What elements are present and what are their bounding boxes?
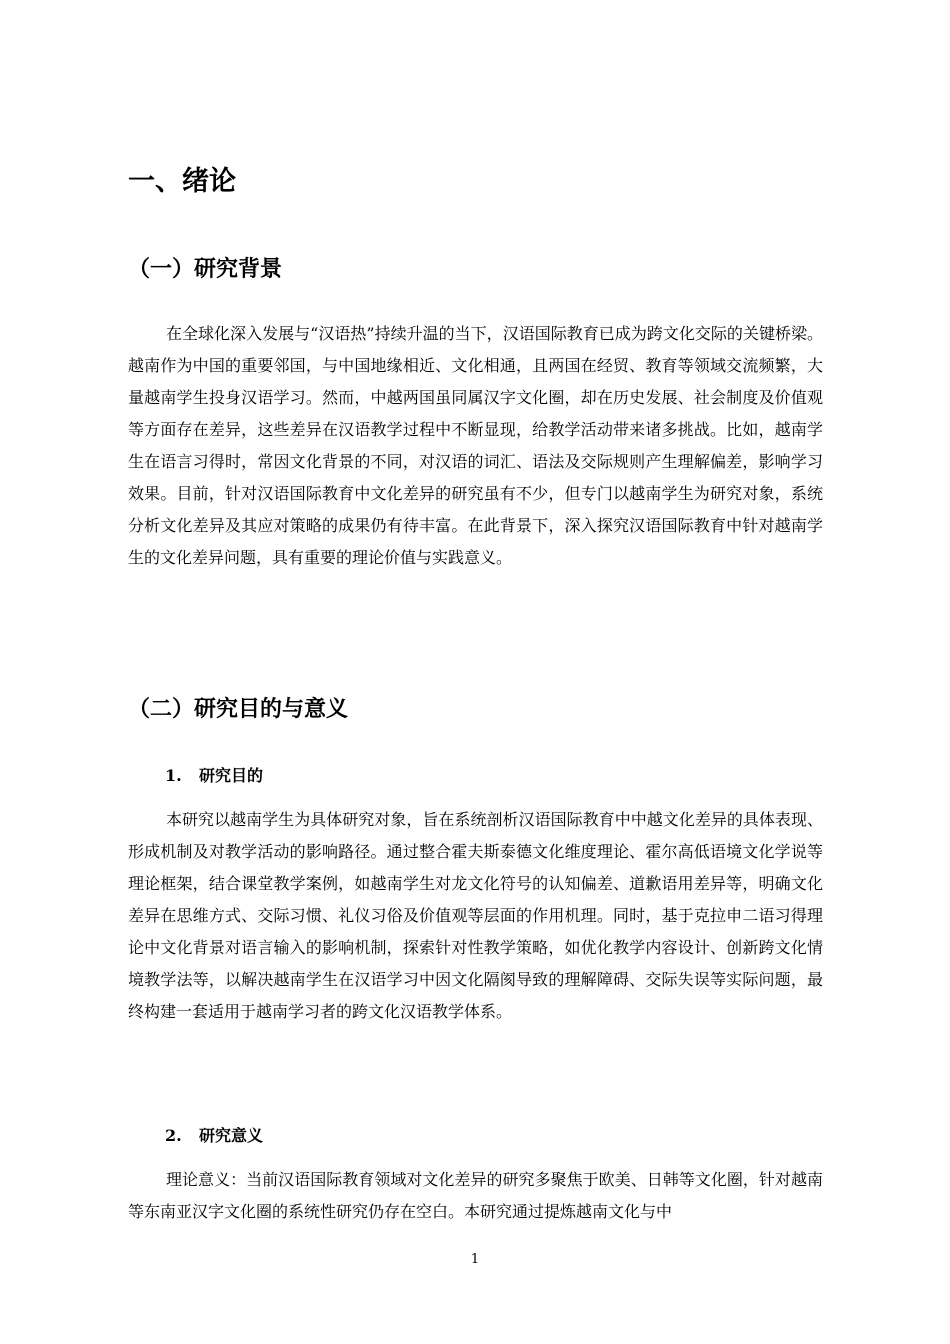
subsection-title: 研究意义	[199, 1126, 264, 1145]
subsection-title: 研究目的	[199, 766, 264, 785]
subsection-heading-goal	[165, 764, 263, 788]
background-paragraph: 在全球化深入发展与“汉语热”持续升温的当下，汉语国际教育已成为跨文化交际的关键桥梁。越南作为中国的重要邻国，与中国地缘相近、文化相通，且两国在经贸、教育等领域交流频繁，大量越南学生投身汉语学习。然而，中越两国虽同属汉字文化圈，却在历史发展、社会制度及价值观等方面存在差异，这些差异在汉语教学过程中不断显现，给教学活动带来诸多挑战。比如，越南学生在语言习得时，常因文化背景的不同，对汉语的词汇、语法及交际规则产生理解偏差，影响学习效果。目前，针对汉语国际教育中文化差异的研究虽有不少，但专门以越南学生为研究对象，系统分析文化差异及其应对策略的成果仍有待丰富。在此背景下，深入探究汉语国际教育中针对越南学生的文化差异问题，具有重要的理论价值与实践意义。	[128, 324, 823, 567]
subsection-number: 2.	[165, 1126, 182, 1145]
goal-paragraph: 本研究以越南学生为具体研究对象，旨在系统剖析汉语国际教育中中越文化差异的具体表现、形成机制及对教学活动的影响路径。通过整合霍夫斯泰德文化维度理论、霍尔高低语境文化学说等理论框架，结合课堂教学案例，如越南学生对龙文化符号的认知偏差、道歉语用差异等，明确文化差异在思维方式、交际习惯、礼仪习俗及价值观等层面的作用机理。同时，基于克拉申二语习得理论中文化背景对语言输入的影响机制，探索针对性教学策略，如优化教学内容设计、创新跨文化情境教学法等，以解决越南学生在汉语学习中因文化隔阂导致的理解障碍、交际失误等实际问题，最终构建一套适用于越南学习者的跨文化汉语教学体系。	[128, 810, 823, 1021]
subsection-heading-meaning	[165, 1124, 263, 1148]
page-number: 1	[470, 1252, 480, 1267]
section-heading-purpose: （二）研究目的与意义	[128, 697, 349, 722]
section-heading-background: （一）研究背景	[128, 257, 283, 282]
chapter-title: 一、绪论	[128, 166, 236, 197]
meaning-paragraph: 理论意义：当前汉语国际教育领域对文化差异的研究多聚焦于欧美、日韩等文化圈，针对越南等东南亚汉字文化圈的系统性研究仍存在空白。本研究通过提炼越南文化与中	[128, 1170, 823, 1221]
subsection-number: 1.	[165, 766, 182, 785]
